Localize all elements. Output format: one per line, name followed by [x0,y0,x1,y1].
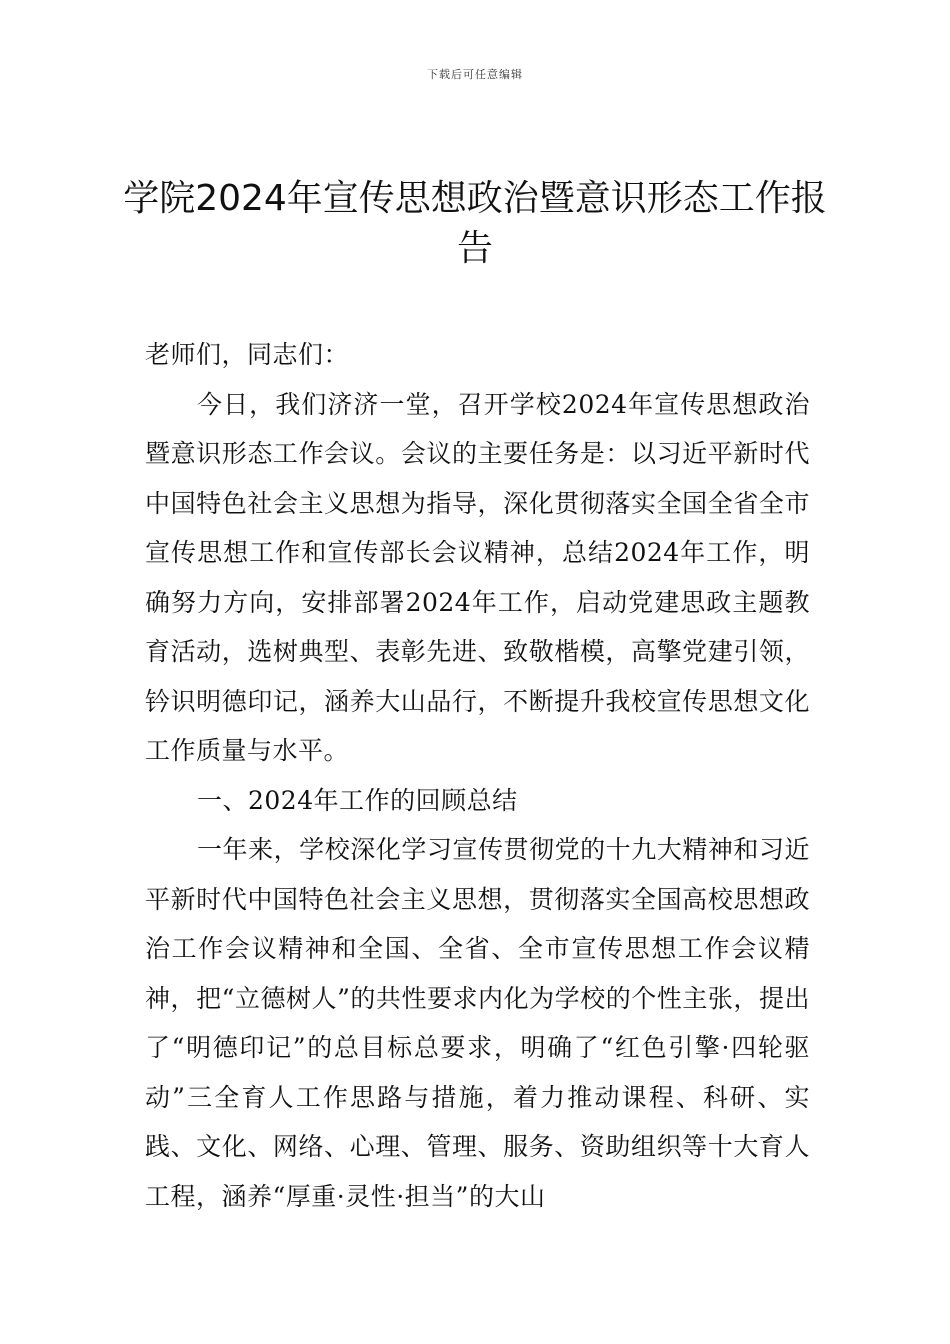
section-heading: 一、2024年工作的回顾总结 [197,785,518,815]
paragraph-intro: 今日，我们济济一堂，召开学校2024年宣传思想政治暨意识形态工作会议。会议的主要任务是：以习近平新时代中国特色社会主义思想为指导，深化贯彻落实全国全省全市宣传思想工作和宣传部长会议精神，总结2024年工作，明确努力方向，安排部署2024年工作，启动党建思政主题教育活动，选树典型、表彰先进、致敬楷模，高擎党建引领，钤识明德印记，涵养大山品行，不断提升我校宣传思想文化工作质量与水平。 [145,389,810,765]
header-note: 下载后可任意编辑 [427,68,523,81]
salutation: 老师们，同志们： [145,340,350,369]
document-body [145,330,810,1221]
paragraph-review: 一年来，学校深化学习宣传贯彻党的十九大精神和习近平新时代中国特色社会主义思想，贯彻落实全国高校思想政治工作会议精神和全国、全省、全市宣传思想工作会议精神，把“立德树人”的共性要求内化为学校的个性主张，提出了“明德印记”的总目标总要求，明确了“红色引擎·四轮驱动”三全育人工作思路与措施，着力推动课程、科研、实践、文化、网络、心理、管理、服务、资助组织等十大育人工程，涵养“厚重·灵性·担当”的大山 [145,835,810,1211]
document-title: 学院2024年宣传思想政治暨意识形态工作报告 [123,178,827,269]
